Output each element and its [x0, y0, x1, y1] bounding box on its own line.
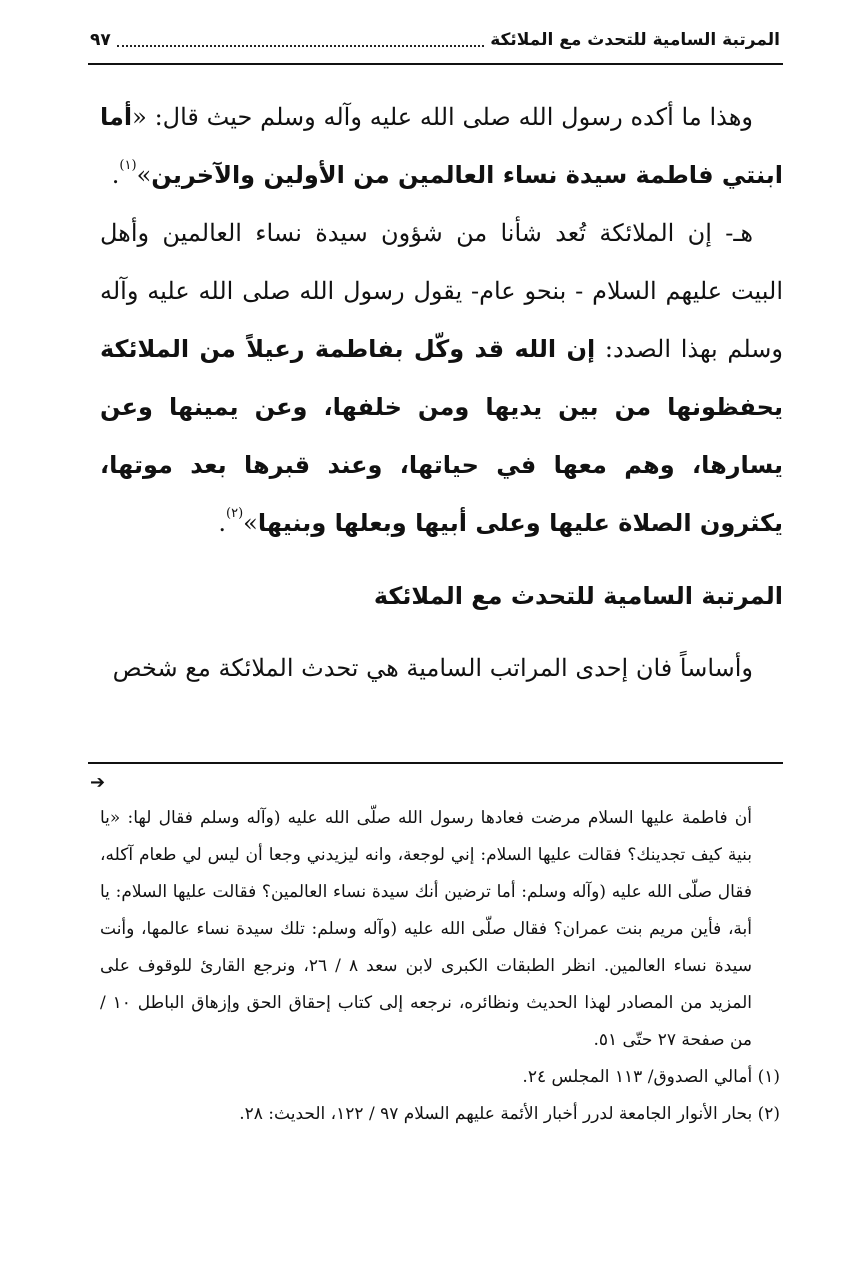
- quote-close: »: [243, 509, 258, 537]
- period: .: [218, 509, 227, 537]
- period: .: [111, 161, 120, 189]
- paragraph-1-quote: أما ابنتي فاطمة سيدة نساء العالمين من الأولين والآخرين: [100, 103, 783, 189]
- footnote-continuation: أن فاطمة عليها السلام مرضت فعادها رسول الله صلّى الله عليه (وآله وسلم فقال لها: «يا بنية كيف تجدينك؟ فقالت عليها السلام: إني لوجعة، وانه ليزيدني وجعا أن ليس لي طعام آكله، فقال صلّى الله عليه (وآله وسلم: أما ترضين أنك سيدة نساء العالمين؟ فقالت عليها السلام: يا أبة، فأين مريم بنت عمران؟ فقال صلّى الله عليه (وآله وسلم: تلك سيدة نساء عالمها، وأنت سيدة نساء العالمين. انظر الطبقات الكبرى لابن سعد ٨ / ٢٦، ونرجع القارئ للوقوف على المزيد من المصادر لهذا الحديث ونظائره، نرجعه إلى كتاب إحقاق الحق وإزهاق الباطل ١٠ / من صفحة ٢٧ حتّى ٥١.: [100, 808, 753, 1050]
- running-header-title: المرتبة السامية للتحدث مع الملائكة: [490, 30, 780, 50]
- footnote-2: (٢) بحار الأنوار الجامعة لدرر أخبار الأئمة عليهم السلام ٩٧ / ١٢٢، الحديث: ٢٨.: [239, 1104, 780, 1124]
- page-number: ٩٧: [90, 30, 111, 50]
- arrow-right-icon: ➔: [90, 772, 106, 793]
- paragraph-1-text: وهذا ما أكده رسول الله صلى الله عليه وآله وسلم حيث قال: «: [132, 103, 753, 131]
- section-heading: المرتبة السامية للتحدث مع الملائكة: [373, 582, 783, 610]
- paragraph-2: [100, 204, 783, 552]
- footnotes: [100, 800, 780, 1133]
- footnote-ref-2: (٢): [226, 506, 244, 521]
- footnote-divider: [88, 762, 783, 764]
- paragraph-1: [100, 88, 783, 204]
- footnote-1: (١) أمالي الصدوق/ ١١٣ المجلس ٢٤.: [522, 1067, 780, 1087]
- quote-close: »: [136, 161, 152, 189]
- main-text: [100, 88, 783, 552]
- header-divider: [88, 63, 783, 65]
- running-header: [90, 30, 780, 50]
- section-paragraph: وأساساً فان إحدى المراتب السامية هي تحدث الملائكة مع شخص: [112, 654, 753, 682]
- dotted-leader: [117, 33, 484, 47]
- paragraph-2-text: هـ- إن الملائكة تُعد شأنا من شؤون سيدة نساء العالمين وأهل البيت عليهم السلام - بنحو عام- يقول رسول الله صلى الله عليه وآله وسلم بهذا الصدد:: [100, 219, 783, 363]
- paragraph-2-quote: إن الله قد وكّل بفاطمة رعيلاً من الملائكة يحفظونها من بين يديها ومن خلفها، وعن يمينها وعن يسارها، وهم معها في حياتها، وعند قبرها بعد موتها، يكثرون الصلاة عليها وعلى أبيها وبعلها وبنيها: [100, 335, 783, 537]
- footnote-ref-1: (١): [119, 158, 137, 173]
